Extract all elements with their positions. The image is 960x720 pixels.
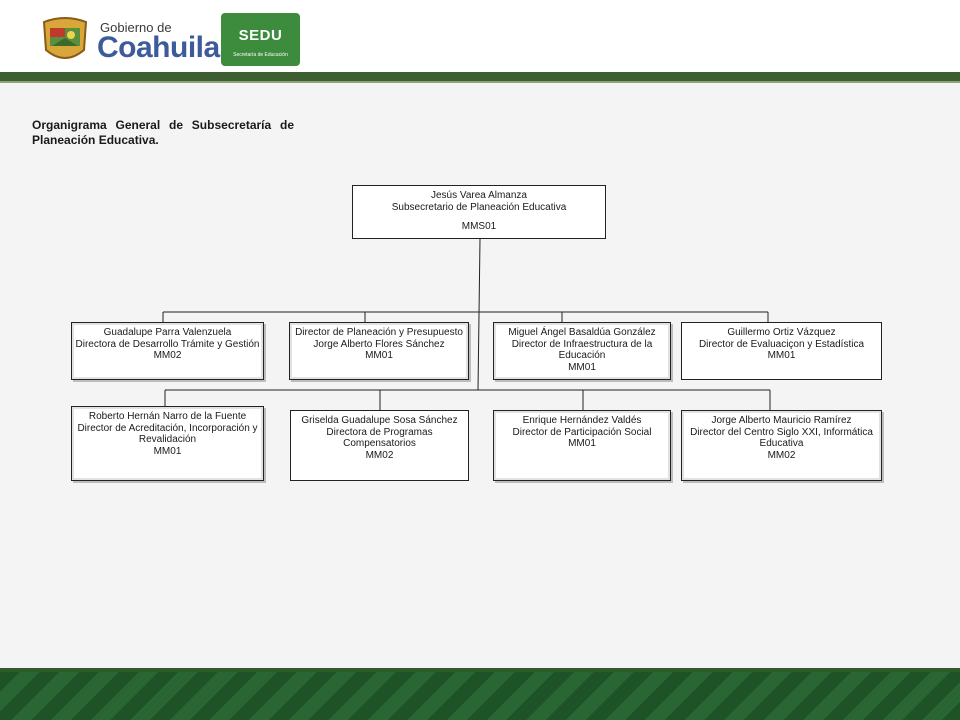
org-node-acreditacion: [71, 406, 264, 481]
node-code: MM01: [767, 350, 796, 361]
node-position: Director de Planeación y Presupuesto: [295, 327, 463, 338]
node-code: MM01: [365, 350, 393, 361]
sedu-subtitle: Secretaría de Educación: [233, 52, 288, 58]
org-node-programas-compensatorios: [290, 410, 469, 481]
node-position: Directora de Programas Compensatorios: [326, 426, 433, 449]
coahuila-logo-text: Coahuila: [97, 31, 220, 64]
node-name: Jorge Alberto Mauricio Ramírez: [711, 415, 852, 426]
node-code: MM01: [153, 445, 182, 457]
node-position: Director de Acreditación, Incorporación y Revalidación: [77, 422, 258, 445]
org-node-participacion-social: [493, 410, 671, 481]
org-node-desarrollo-tramite: [71, 322, 264, 380]
node-name: Guillermo Ortiz Vázquez: [727, 327, 836, 338]
node-code: MM01: [568, 438, 596, 449]
node-name: Griselda Guadalupe Sosa Sánchez: [301, 415, 458, 426]
node-code: MM01: [568, 361, 596, 373]
node-position: Director de Infraestructura de la Educación: [511, 338, 653, 361]
node-position: Director del Centro Siglo XXI, Informática Educativa: [690, 426, 873, 449]
org-node-subsecretario: [352, 185, 606, 239]
node-name: Roberto Hernán Narro de la Fuente: [88, 411, 247, 422]
page-title: Organigrama General de Subsecretaría de Planeación Educativa.: [32, 118, 294, 147]
node-position: Director de Evaluaciçon y Estadística: [698, 338, 865, 350]
node-name: Jesús Varea Almanza: [431, 190, 527, 201]
gobierno-de-text: Gobierno de: [100, 20, 172, 35]
node-position: Subsecretario de Planeación Educativa: [391, 201, 567, 213]
sedu-acronym: SEDU: [238, 27, 283, 44]
node-code: MM02: [153, 350, 182, 361]
node-code: MM02: [767, 449, 796, 461]
node-name: Miguel Ángel Basaldúa González: [508, 327, 656, 338]
org-node-centro-siglo-xxi: [681, 410, 882, 481]
node-name: Guadalupe Parra Valenzuela: [103, 327, 232, 338]
org-node-infraestructura: [493, 322, 671, 380]
node-code: MMS01: [461, 221, 497, 232]
org-node-evaluacion-estadistica: [681, 322, 882, 380]
bottom-green-band: [0, 672, 960, 720]
org-node-planeacion-presupuesto: [289, 322, 469, 380]
node-code: MM02: [365, 449, 394, 461]
node-position: Director de Participación Social: [512, 426, 652, 438]
node-position: Directora de Desarrollo Trámite y Gestión: [75, 338, 260, 350]
node-name: Enrique Hernández Valdés: [522, 415, 642, 426]
node-name: Jorge Alberto Flores Sánchez: [313, 338, 445, 350]
